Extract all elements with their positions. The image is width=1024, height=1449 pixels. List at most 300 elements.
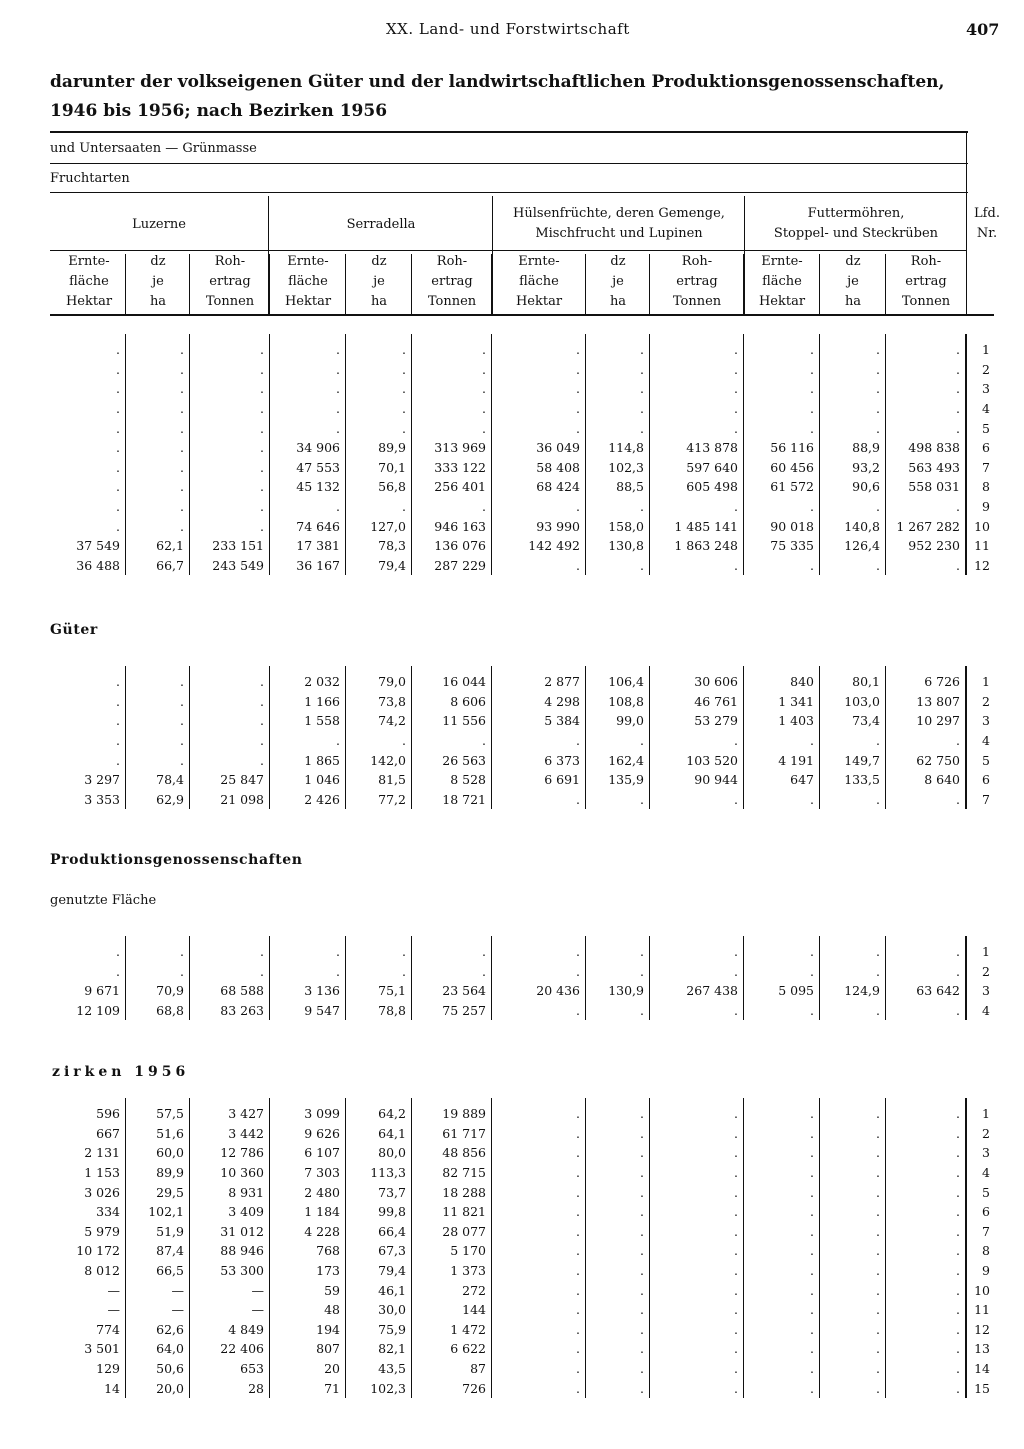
table-cell: . bbox=[260, 963, 264, 979]
table-cell: . bbox=[402, 420, 406, 436]
top-rule bbox=[50, 131, 968, 133]
row-number: 3 bbox=[982, 713, 990, 729]
table-cell: 6 107 bbox=[304, 1145, 340, 1161]
table-cell: . bbox=[876, 1380, 880, 1396]
table-cell: 333 122 bbox=[434, 459, 486, 475]
table-cell: . bbox=[956, 1145, 960, 1161]
table-cell: . bbox=[402, 499, 406, 515]
column-header-1-line-0: dz bbox=[150, 254, 166, 269]
column-header-11-line-1: ertrag bbox=[905, 274, 947, 289]
table-row bbox=[52, 556, 994, 576]
table-cell: . bbox=[876, 733, 880, 749]
table-cell: . bbox=[956, 963, 960, 979]
column-header-10-line-0: dz bbox=[845, 254, 861, 269]
table-cell: . bbox=[956, 1223, 960, 1239]
table-row bbox=[52, 516, 994, 536]
table-cell: 256 401 bbox=[434, 479, 486, 495]
table-cell: . bbox=[810, 1184, 814, 1200]
table-cell: 8 012 bbox=[84, 1263, 120, 1279]
group-rule bbox=[50, 250, 966, 251]
column-separator bbox=[819, 1098, 820, 1398]
table-cell: . bbox=[576, 1204, 580, 1220]
table-cell: 29,5 bbox=[156, 1184, 184, 1200]
table-cell: 73,8 bbox=[378, 693, 406, 709]
column-separator bbox=[649, 936, 650, 1020]
table-cell: . bbox=[640, 499, 644, 515]
row-number: 2 bbox=[982, 361, 990, 377]
column-separator bbox=[269, 936, 270, 1020]
table-cell: 8 640 bbox=[924, 772, 960, 788]
table-cell: 77,2 bbox=[378, 791, 406, 807]
table-cell: . bbox=[336, 420, 340, 436]
table-cell: 21 098 bbox=[220, 791, 264, 807]
column-header-separator bbox=[411, 254, 412, 314]
table-cell: . bbox=[336, 499, 340, 515]
table-row bbox=[52, 672, 994, 692]
table-cell: . bbox=[876, 791, 880, 807]
table-cell: . bbox=[810, 361, 814, 377]
table-cell: 82 715 bbox=[442, 1165, 486, 1181]
table-cell: 10 297 bbox=[916, 713, 960, 729]
table-cell: 605 498 bbox=[686, 479, 738, 495]
table-cell: 103,0 bbox=[844, 693, 880, 709]
table-cell: 61 717 bbox=[442, 1125, 486, 1141]
table-cell: . bbox=[956, 557, 960, 573]
table-cell: . bbox=[810, 381, 814, 397]
table-cell: 3 501 bbox=[84, 1341, 120, 1357]
column-separator bbox=[491, 334, 492, 575]
table-cell: 1 166 bbox=[304, 693, 340, 709]
table-row bbox=[52, 418, 994, 438]
table-cell: 83 263 bbox=[220, 1003, 264, 1019]
table-cell: . bbox=[956, 420, 960, 436]
group-huelsenfruechte-2: Mischfrucht und Lupinen bbox=[535, 226, 703, 241]
table-cell: 11 556 bbox=[442, 713, 486, 729]
table-cell: . bbox=[876, 1184, 880, 1200]
table-cell: . bbox=[336, 944, 340, 960]
table-row bbox=[52, 379, 994, 399]
row-number: 2 bbox=[982, 693, 990, 709]
table-cell: . bbox=[402, 361, 406, 377]
table-cell: . bbox=[576, 420, 580, 436]
table-cell: . bbox=[180, 499, 184, 515]
table-cell: . bbox=[482, 420, 486, 436]
table-cell: 58 408 bbox=[536, 459, 580, 475]
table-cell: 31 012 bbox=[220, 1223, 264, 1239]
table-cell: . bbox=[956, 733, 960, 749]
table-cell: 10 360 bbox=[220, 1165, 264, 1181]
table-cell: . bbox=[876, 1282, 880, 1298]
table-cell: . bbox=[576, 963, 580, 979]
column-separator bbox=[491, 1098, 492, 1398]
table-cell: 129 bbox=[96, 1361, 120, 1377]
row-number: 2 bbox=[982, 963, 990, 979]
table-cell: 82,1 bbox=[378, 1341, 406, 1357]
column-separator bbox=[885, 936, 886, 1020]
table-cell: . bbox=[734, 361, 738, 377]
table-cell: 47 553 bbox=[296, 459, 340, 475]
column-separator bbox=[649, 666, 650, 809]
table-cell: 726 bbox=[462, 1380, 486, 1396]
table-cell: 80,0 bbox=[378, 1145, 406, 1161]
section-bezirken: zirken 1956 bbox=[52, 1064, 190, 1080]
table-cell: . bbox=[956, 381, 960, 397]
table-cell: 313 969 bbox=[434, 440, 486, 456]
table-cell: . bbox=[180, 752, 184, 768]
table-cell: . bbox=[810, 1282, 814, 1298]
table-cell: 1 373 bbox=[450, 1263, 486, 1279]
table-cell: 78,8 bbox=[378, 1003, 406, 1019]
table-cell: . bbox=[576, 361, 580, 377]
table-cell: . bbox=[734, 1165, 738, 1181]
row-number: 10 bbox=[974, 518, 990, 534]
table-cell: . bbox=[876, 1145, 880, 1161]
column-header-9-line-1: fläche bbox=[762, 274, 802, 289]
table-cell: 2 426 bbox=[304, 791, 340, 807]
table-cell: 90 944 bbox=[694, 772, 738, 788]
table-row bbox=[52, 477, 994, 497]
table-cell: . bbox=[734, 1223, 738, 1239]
table-cell: . bbox=[576, 1361, 580, 1377]
header-sep-2 bbox=[492, 196, 493, 314]
table-cell: . bbox=[876, 1361, 880, 1377]
table-cell: 653 bbox=[240, 1361, 264, 1377]
table-cell: . bbox=[956, 1165, 960, 1181]
table-cell: . bbox=[576, 1003, 580, 1019]
table-cell: 10 172 bbox=[76, 1243, 120, 1259]
table-row bbox=[52, 1104, 994, 1124]
row-number: 5 bbox=[982, 752, 990, 768]
table-cell: . bbox=[876, 1204, 880, 1220]
table-cell: . bbox=[876, 499, 880, 515]
table-cell: . bbox=[810, 401, 814, 417]
table-cell: . bbox=[116, 674, 120, 690]
column-header-separator bbox=[649, 254, 650, 314]
table-cell: . bbox=[116, 499, 120, 515]
table-cell: . bbox=[734, 1361, 738, 1377]
table-cell: 4 228 bbox=[304, 1223, 340, 1239]
row-number: 3 bbox=[982, 381, 990, 397]
table-cell: . bbox=[260, 518, 264, 534]
table-cell: . bbox=[876, 1125, 880, 1141]
column-separator bbox=[743, 1098, 744, 1398]
table-cell: . bbox=[640, 1321, 644, 1337]
table-cell: 952 230 bbox=[908, 538, 960, 554]
table-cell: 8 606 bbox=[450, 693, 486, 709]
column-separator bbox=[345, 666, 346, 809]
fruit-types-label: Fruchtarten bbox=[50, 171, 130, 186]
table-cell: . bbox=[956, 791, 960, 807]
table-cell: . bbox=[116, 420, 120, 436]
table-cell: . bbox=[876, 342, 880, 358]
table-cell: . bbox=[876, 1003, 880, 1019]
row-number: 4 bbox=[982, 1003, 990, 1019]
column-header-separator bbox=[269, 254, 270, 314]
table-cell: . bbox=[640, 1125, 644, 1141]
table-cell: . bbox=[956, 1125, 960, 1141]
table-cell: 1 153 bbox=[84, 1165, 120, 1181]
row-number: 15 bbox=[974, 1380, 990, 1396]
table-cell: . bbox=[180, 361, 184, 377]
table-cell: . bbox=[576, 1106, 580, 1122]
table-cell: 2 131 bbox=[84, 1145, 120, 1161]
table-cell: . bbox=[336, 733, 340, 749]
table-cell: . bbox=[482, 401, 486, 417]
table-cell: 17 381 bbox=[296, 538, 340, 554]
row-number: 14 bbox=[974, 1361, 990, 1377]
table-cell: . bbox=[876, 420, 880, 436]
table-cell: . bbox=[734, 499, 738, 515]
table-cell: . bbox=[810, 1125, 814, 1141]
column-header-2-line-1: ertrag bbox=[209, 274, 251, 289]
column-separator bbox=[649, 1098, 650, 1398]
table-cell: . bbox=[810, 963, 814, 979]
table-cell: 14 bbox=[104, 1380, 120, 1396]
lfd-label-1: Lfd. bbox=[974, 206, 1000, 221]
table-cell: . bbox=[116, 963, 120, 979]
table-cell: 272 bbox=[462, 1282, 486, 1298]
table-cell: 61 572 bbox=[770, 479, 814, 495]
table-cell: . bbox=[482, 944, 486, 960]
table-cell: 19 889 bbox=[442, 1106, 486, 1122]
category-rule bbox=[50, 163, 968, 164]
table-cell: . bbox=[876, 1243, 880, 1259]
table-row bbox=[52, 731, 994, 751]
column-header-9-line-2: Hektar bbox=[758, 294, 806, 309]
page-number: 407 bbox=[966, 20, 1000, 39]
table-cell: 5 170 bbox=[450, 1243, 486, 1259]
table-cell: . bbox=[956, 361, 960, 377]
table-cell: . bbox=[482, 963, 486, 979]
table-cell: . bbox=[402, 963, 406, 979]
table-cell: 158,0 bbox=[608, 518, 644, 534]
table-cell: . bbox=[576, 1380, 580, 1396]
table-cell: . bbox=[810, 1106, 814, 1122]
table-cell: 498 838 bbox=[908, 440, 960, 456]
table-cell: 64,2 bbox=[378, 1106, 406, 1122]
table-cell: 37 549 bbox=[76, 538, 120, 554]
row-number: 4 bbox=[982, 1165, 990, 1181]
table-cell: 20 436 bbox=[536, 983, 580, 999]
table-cell: . bbox=[180, 733, 184, 749]
column-header-11-line-0: Roh- bbox=[910, 254, 942, 269]
table-cell: 413 878 bbox=[686, 440, 738, 456]
table-cell: . bbox=[116, 479, 120, 495]
table-cell: 89,9 bbox=[378, 440, 406, 456]
table-row bbox=[52, 1339, 994, 1359]
table-cell: 287 229 bbox=[434, 557, 486, 573]
column-separator bbox=[585, 936, 586, 1020]
table-cell: — bbox=[251, 1282, 264, 1298]
table-cell: . bbox=[734, 1125, 738, 1141]
table-cell: 102,1 bbox=[148, 1204, 184, 1220]
row-number: 4 bbox=[982, 733, 990, 749]
column-header-5-line-1: ertrag bbox=[431, 274, 473, 289]
table-cell: 60 456 bbox=[770, 459, 814, 475]
column-separator bbox=[411, 1098, 412, 1398]
column-header-6-line-1: fläche bbox=[519, 274, 559, 289]
table-cell: 103 520 bbox=[686, 752, 738, 768]
table-cell: . bbox=[402, 342, 406, 358]
table-cell: 36 167 bbox=[296, 557, 340, 573]
table-cell: 45 132 bbox=[296, 479, 340, 495]
table-cell: 2 032 bbox=[304, 674, 340, 690]
column-header-7-line-1: je bbox=[612, 274, 624, 289]
table-cell: . bbox=[876, 1302, 880, 1318]
table-cell: . bbox=[640, 1184, 644, 1200]
table-cell: 16 044 bbox=[442, 674, 486, 690]
table-cell: 88,9 bbox=[852, 440, 880, 456]
column-separator bbox=[125, 936, 126, 1020]
table-cell: . bbox=[576, 499, 580, 515]
table-cell: 53 300 bbox=[220, 1263, 264, 1279]
row-number: 12 bbox=[974, 557, 990, 573]
table-cell: . bbox=[116, 361, 120, 377]
row-number: 4 bbox=[982, 401, 990, 417]
table-cell: . bbox=[576, 1263, 580, 1279]
row-number: 6 bbox=[982, 1204, 990, 1220]
table-row bbox=[52, 1124, 994, 1144]
table-cell: . bbox=[810, 1223, 814, 1239]
column-header-0-line-0: Ernte- bbox=[68, 254, 110, 269]
table-cell: . bbox=[810, 944, 814, 960]
table-cell: 20,0 bbox=[156, 1380, 184, 1396]
table-cell: . bbox=[734, 1341, 738, 1357]
table-cell: 162,4 bbox=[608, 752, 644, 768]
table-cell: 36 049 bbox=[536, 440, 580, 456]
table-cell: 68 588 bbox=[220, 983, 264, 999]
table-cell: 12 786 bbox=[220, 1145, 264, 1161]
table-cell: . bbox=[640, 733, 644, 749]
table-row bbox=[52, 942, 994, 962]
table-cell: . bbox=[956, 1003, 960, 1019]
table-block-bezirke bbox=[52, 1104, 994, 1398]
column-header-5-line-2: Tonnen bbox=[427, 294, 477, 309]
table-cell: . bbox=[260, 401, 264, 417]
table-cell: . bbox=[640, 557, 644, 573]
table-cell: 66,4 bbox=[378, 1223, 406, 1239]
table-cell: . bbox=[260, 674, 264, 690]
column-separator bbox=[819, 936, 820, 1020]
table-row bbox=[52, 438, 994, 458]
table-cell: 127,0 bbox=[370, 518, 406, 534]
table-cell: . bbox=[956, 1263, 960, 1279]
table-cell: . bbox=[734, 420, 738, 436]
table-cell: . bbox=[640, 1243, 644, 1259]
table-cell: . bbox=[576, 733, 580, 749]
table-cell: 1 472 bbox=[450, 1321, 486, 1337]
table-cell: . bbox=[734, 1302, 738, 1318]
table-cell: 25 847 bbox=[220, 772, 264, 788]
table-cell: . bbox=[640, 1204, 644, 1220]
table-row bbox=[52, 750, 994, 770]
table-row bbox=[52, 340, 994, 360]
table-cell: 173 bbox=[316, 1263, 340, 1279]
column-separator bbox=[885, 666, 886, 809]
column-header-4-line-2: ha bbox=[370, 294, 388, 309]
table-cell: 75,1 bbox=[378, 983, 406, 999]
table-cell: . bbox=[640, 1106, 644, 1122]
table-cell: 48 bbox=[324, 1302, 340, 1318]
table-cell: 3 099 bbox=[304, 1106, 340, 1122]
table-cell: 22 406 bbox=[220, 1341, 264, 1357]
table-cell: 81,5 bbox=[378, 772, 406, 788]
table-cell: . bbox=[810, 499, 814, 515]
table-cell: 194 bbox=[316, 1321, 340, 1337]
column-separator bbox=[491, 936, 492, 1020]
table-row bbox=[52, 497, 994, 517]
group-futtermoehren-2: Stoppel- und Steckrüben bbox=[773, 226, 939, 241]
column-header-9-line-0: Ernte- bbox=[761, 254, 803, 269]
row-number: 1 bbox=[982, 342, 990, 358]
table-cell: 93,2 bbox=[852, 459, 880, 475]
table-row bbox=[52, 1320, 994, 1340]
table-cell: . bbox=[260, 459, 264, 475]
table-cell: 807 bbox=[316, 1341, 340, 1357]
column-header-7-line-0: dz bbox=[610, 254, 626, 269]
table-cell: 73,4 bbox=[852, 713, 880, 729]
table-cell: 774 bbox=[96, 1321, 120, 1337]
table-cell: 840 bbox=[790, 674, 814, 690]
table-cell: 68 424 bbox=[536, 479, 580, 495]
column-separator bbox=[585, 666, 586, 809]
table-cell: . bbox=[956, 1380, 960, 1396]
table-row bbox=[52, 790, 994, 810]
table-cell: 140,8 bbox=[844, 518, 880, 534]
table-cell: . bbox=[116, 401, 120, 417]
table-cell: . bbox=[336, 963, 340, 979]
table-cell: 768 bbox=[316, 1243, 340, 1259]
table-cell: 70,9 bbox=[156, 983, 184, 999]
table-cell: 28 077 bbox=[442, 1223, 486, 1239]
table-cell: . bbox=[810, 1361, 814, 1377]
table-cell: . bbox=[576, 1302, 580, 1318]
table-cell: 3 297 bbox=[84, 772, 120, 788]
table-cell: . bbox=[482, 499, 486, 515]
table-cell: 144 bbox=[462, 1302, 486, 1318]
table-cell: . bbox=[180, 963, 184, 979]
table-cell: 2 480 bbox=[304, 1184, 340, 1200]
table-cell: . bbox=[116, 518, 120, 534]
header-bottom-rule bbox=[50, 314, 994, 316]
table-row bbox=[52, 770, 994, 790]
table-cell: . bbox=[734, 1106, 738, 1122]
group-serradella: Serradella bbox=[346, 217, 416, 232]
table-cell: 1 558 bbox=[304, 713, 340, 729]
table-cell: . bbox=[734, 733, 738, 749]
table-cell: 1 865 bbox=[304, 752, 340, 768]
column-header-10-line-1: je bbox=[847, 274, 859, 289]
table-cell: . bbox=[810, 733, 814, 749]
table-cell: . bbox=[876, 1321, 880, 1337]
table-cell: 64,1 bbox=[378, 1125, 406, 1141]
table-cell: . bbox=[734, 401, 738, 417]
table-cell: . bbox=[116, 752, 120, 768]
column-header-4-line-1: je bbox=[373, 274, 385, 289]
table-cell: . bbox=[260, 713, 264, 729]
table-cell: . bbox=[956, 1243, 960, 1259]
row-number: 10 bbox=[974, 1282, 990, 1298]
column-header-5-line-0: Roh- bbox=[436, 254, 468, 269]
table-row bbox=[52, 360, 994, 380]
table-cell: . bbox=[482, 381, 486, 397]
table-cell: . bbox=[180, 944, 184, 960]
column-separator bbox=[885, 1098, 886, 1398]
table-cell: . bbox=[734, 1263, 738, 1279]
column-header-separator bbox=[125, 254, 126, 314]
table-cell: 563 493 bbox=[908, 459, 960, 475]
table-cell: . bbox=[260, 381, 264, 397]
